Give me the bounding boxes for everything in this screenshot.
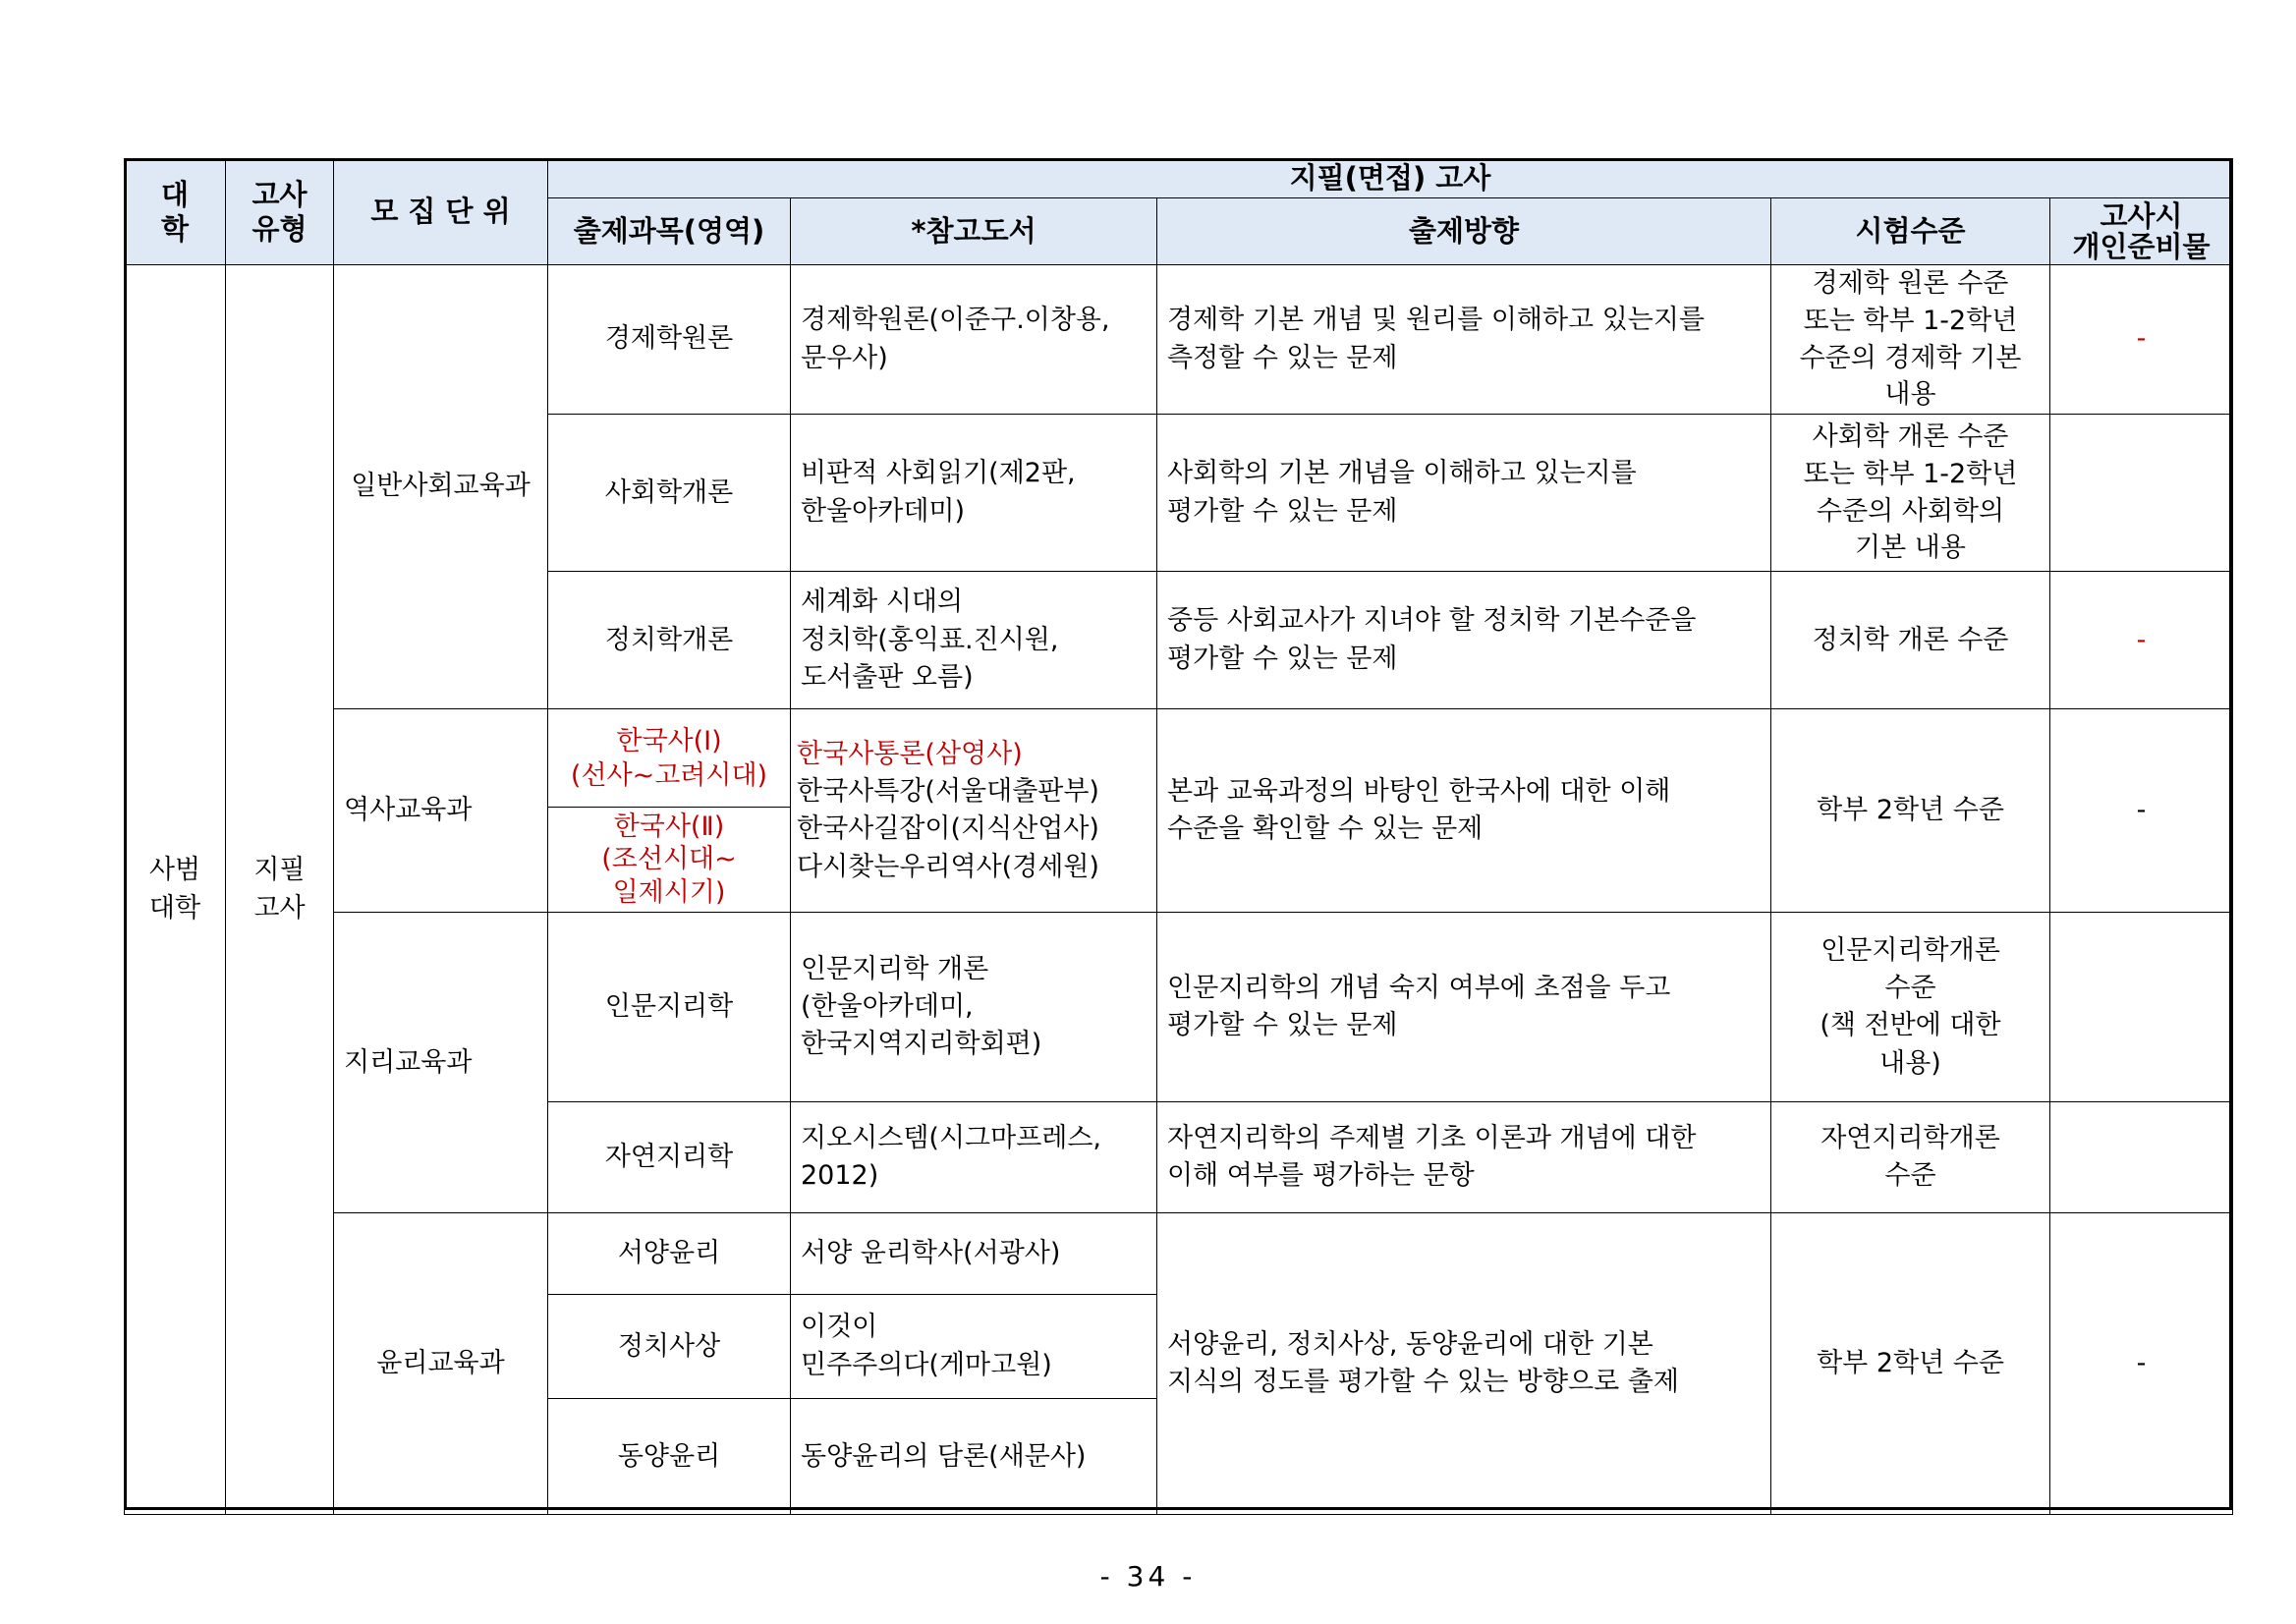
- header-subject: 출제과목(영역): [548, 198, 791, 265]
- header-level: 시험수준: [1771, 198, 2050, 265]
- materials-cell: -: [2050, 265, 2233, 415]
- materials-cell: [2050, 913, 2233, 1102]
- subject-cell: 한국사(Ⅰ) (선사~고려시대): [548, 709, 791, 808]
- subject-cell: 정치사상: [548, 1295, 791, 1399]
- exam-type-cell: 지필 고사: [226, 265, 334, 1515]
- direction-cell: 사회학의 기본 개념을 이해하고 있는지를 평가할 수 있는 문제: [1157, 415, 1771, 572]
- page-number: - 34 -: [1099, 1560, 1197, 1593]
- subject-cell: 동양윤리: [548, 1399, 791, 1515]
- direction-cell: 자연지리학의 주제별 기초 이론과 개념에 대한 이해 여부를 평가하는 문항: [1157, 1102, 1771, 1213]
- header-materials: 고사시 개인준비물: [2050, 198, 2233, 265]
- level-cell: 학부 2학년 수준: [1771, 1213, 2050, 1515]
- header-group: 지필(면접) 고사: [548, 159, 2233, 198]
- subject-cell: 한국사(Ⅱ) (조선시대~ 일제시기): [548, 808, 791, 913]
- exam-table: [124, 158, 2233, 1515]
- materials-cell: [2050, 1102, 2233, 1213]
- direction-cell: 중등 사회교사가 지녀야 할 정치학 기본수준을 평가할 수 있는 문제: [1157, 572, 1771, 709]
- level-cell: 인문지리학개론 수준 (책 전반에 대한 내용): [1771, 913, 2050, 1102]
- reference-cell: 인문지리학 개론 (한울아카데미, 한국지역지리학회편): [791, 913, 1157, 1102]
- reference-cell: 지오시스템(시그마프레스, 2012): [791, 1102, 1157, 1213]
- subject-cell: 경제학원론: [548, 265, 791, 415]
- reference-cell: 한국사통론(삼영사) 한국사특강(서울대출판부) 한국사길잡이(지식산업사) 다시찾는우리역사(경세원): [791, 709, 1157, 913]
- header-exam-type: 고사 유형: [226, 159, 334, 265]
- direction-cell: 본과 교육과정의 바탕인 한국사에 대한 이해 수준을 확인할 수 있는 문제: [1157, 709, 1771, 913]
- level-cell: 정치학 개론 수준: [1771, 572, 2050, 709]
- subject-cell: 자연지리학: [548, 1102, 791, 1213]
- header-direction: 출제방향: [1157, 198, 1771, 265]
- reference-cell: 세계화 시대의 정치학(홍익표.진시원, 도서출판 오름): [791, 572, 1157, 709]
- level-cell: 자연지리학개론 수준: [1771, 1102, 2050, 1213]
- dept-history: 역사교육과: [334, 709, 548, 913]
- subject-cell: 서양윤리: [548, 1213, 791, 1295]
- reference-cell: 서양 윤리학사(서광사): [791, 1213, 1157, 1295]
- reference-cell: 경제학원론(이준구.이창용, 문우사): [791, 265, 1157, 415]
- materials-cell: [2050, 415, 2233, 572]
- materials-cell: -: [2050, 1213, 2233, 1515]
- subject-cell: 정치학개론: [548, 572, 791, 709]
- direction-cell: 경제학 기본 개념 및 원리를 이해하고 있는지를 측정할 수 있는 문제: [1157, 265, 1771, 415]
- materials-cell: -: [2050, 572, 2233, 709]
- level-cell: 경제학 원론 수준 또는 학부 1-2학년 수준의 경제학 기본 내용: [1771, 265, 2050, 415]
- table-right-border: [2229, 158, 2232, 1510]
- level-cell: 학부 2학년 수준: [1771, 709, 2050, 913]
- subject-cell: 사회학개론: [548, 415, 791, 572]
- header-unit: 모 집 단 위: [334, 159, 548, 265]
- univ-cell: 사범 대학: [125, 265, 226, 1515]
- reference-cell: 비판적 사회읽기(제2판, 한울아카데미): [791, 415, 1157, 572]
- direction-cell: 인문지리학의 개념 숙지 여부에 초점을 두고 평가할 수 있는 문제: [1157, 913, 1771, 1102]
- materials-cell: -: [2050, 709, 2233, 913]
- level-cell: 사회학 개론 수준 또는 학부 1-2학년 수준의 사회학의 기본 내용: [1771, 415, 2050, 572]
- subject-cell: 인문지리학: [548, 913, 791, 1102]
- dept-ethics: 윤리교육과: [334, 1213, 548, 1515]
- dept-social: 일반사회교육과: [334, 265, 548, 709]
- dept-geo: 지리교육과: [334, 913, 548, 1213]
- reference-cell: 이것이 민주주의다(게마고원): [791, 1295, 1157, 1399]
- header-univ: 대 학: [125, 159, 226, 265]
- header-reference: *참고도서: [791, 198, 1157, 265]
- reference-cell: 동양윤리의 담론(새문사): [791, 1399, 1157, 1515]
- direction-cell: 서양윤리, 정치사상, 동양윤리에 대한 기본 지식의 정도를 평가할 수 있는 방향으로 출제: [1157, 1213, 1771, 1515]
